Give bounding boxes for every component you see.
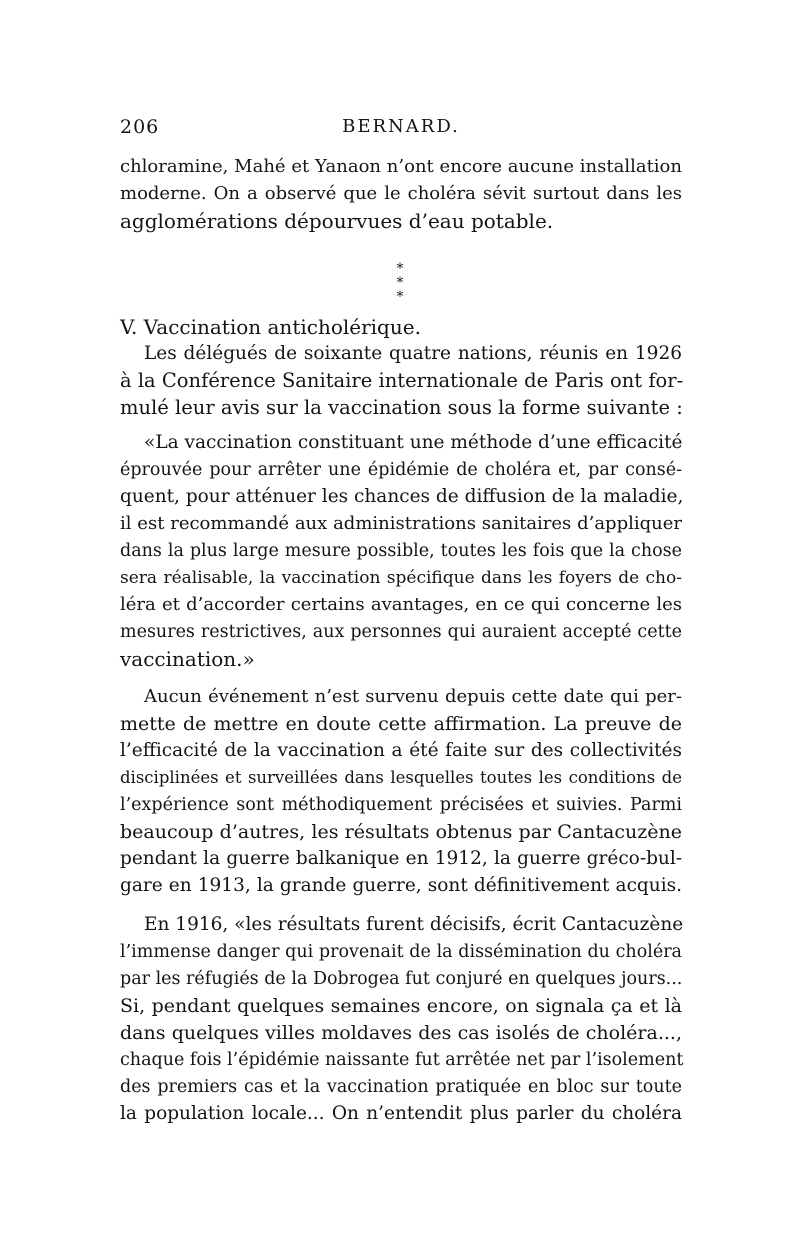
separator-top: * [396,261,404,277]
text-line: des premiers cas et la vaccination pratiquée en bloc sur toute [120,1077,682,1097]
text-line: mette de mettre en doute cette affirmation. La preuve de [120,713,682,735]
text-line: la population locale... On n’entendit plus parler du choléra [120,1103,682,1124]
running-title: BERNARD. [342,116,460,137]
text-line: mulé leur avis sur la vaccination sous la forme suivante : [120,396,683,419]
text-line: l’immense danger qui provenait de la dissémination du choléra [120,942,682,962]
text-line: éprouvée pour arrêter une épidémie de choléra et, par consé- [120,460,682,480]
text-line: «La vaccination constituant une méthode d’une efficacité [144,432,683,453]
text-line: dans quelques villes moldaves des cas isolés de choléra..., [120,1022,682,1044]
page-number: 206 [120,116,160,138]
text-line: chaque fois l’épidémie naissante fut arrêtée net par l’isolement [120,1050,684,1070]
section-heading: V. Vaccination anticholérique. [120,315,421,339]
text-line: par les réfugiés de la Dobrogea fut conjuré en quelques jours... [120,969,683,989]
text-line: En 1916, «les résultats furent décisifs, écrit Cantacuzène [144,914,684,935]
text-line: Aucun événement n’est survenu depuis cette date qui per- [144,686,682,707]
text-line: dans la plus large mesure possible, toutes les fois que la chose [120,541,682,561]
text-line: moderne. On a observé que le choléra sévit surtout dans les [120,183,682,204]
text-line: gare en 1913, la grande guerre, sont définitivement acquis. [120,875,682,896]
text-line: mesures restrictives, aux personnes qui auraient accepté cette [120,622,682,642]
text-line: léra et d’accorder certains avantages, en ce qui concerne les [120,594,682,615]
text-line: disciplinées et surveillées dans lesquelles toutes les conditions de [120,768,682,787]
text-line: vaccination.» [120,647,255,671]
text-line: Les délégués de soixante quatre nations, réunis en 1926 [144,343,682,364]
text-line: il est recommandé aux administrations sanitaires d’appliquer [120,513,682,534]
text-line: l’expérience sont méthodiquement précisées et suivies. Parmi [120,795,682,815]
text-line: sera réalisable, la vaccination spécifique dans les foyers de cho- [120,568,682,588]
text-line: chloramine, Mahé et Yanaon n’ont encore aucune installation [120,156,682,177]
separator-bottom: * * [396,275,416,305]
text-line: quent, pour atténuer les chances de diffusion de la maladie, [120,486,684,507]
text-line: beaucoup d’autres, les résultats obtenus par Cantacuzène [120,821,682,843]
text-line: agglomérations dépourvues d’eau potable. [120,209,554,233]
text-line: Si, pendant quelques semaines encore, on signala ça et là [120,995,682,1017]
text-line: à la Conférence Sanitaire internationale de Paris ont for- [120,369,684,392]
running-header [120,116,682,144]
section-separator [375,261,425,305]
text-line: l’efficacité de la vaccination a été faite sur des collectivités [120,740,682,761]
text-line: pendant la guerre balkanique en 1912, la guerre gréco-bul- [120,848,682,869]
